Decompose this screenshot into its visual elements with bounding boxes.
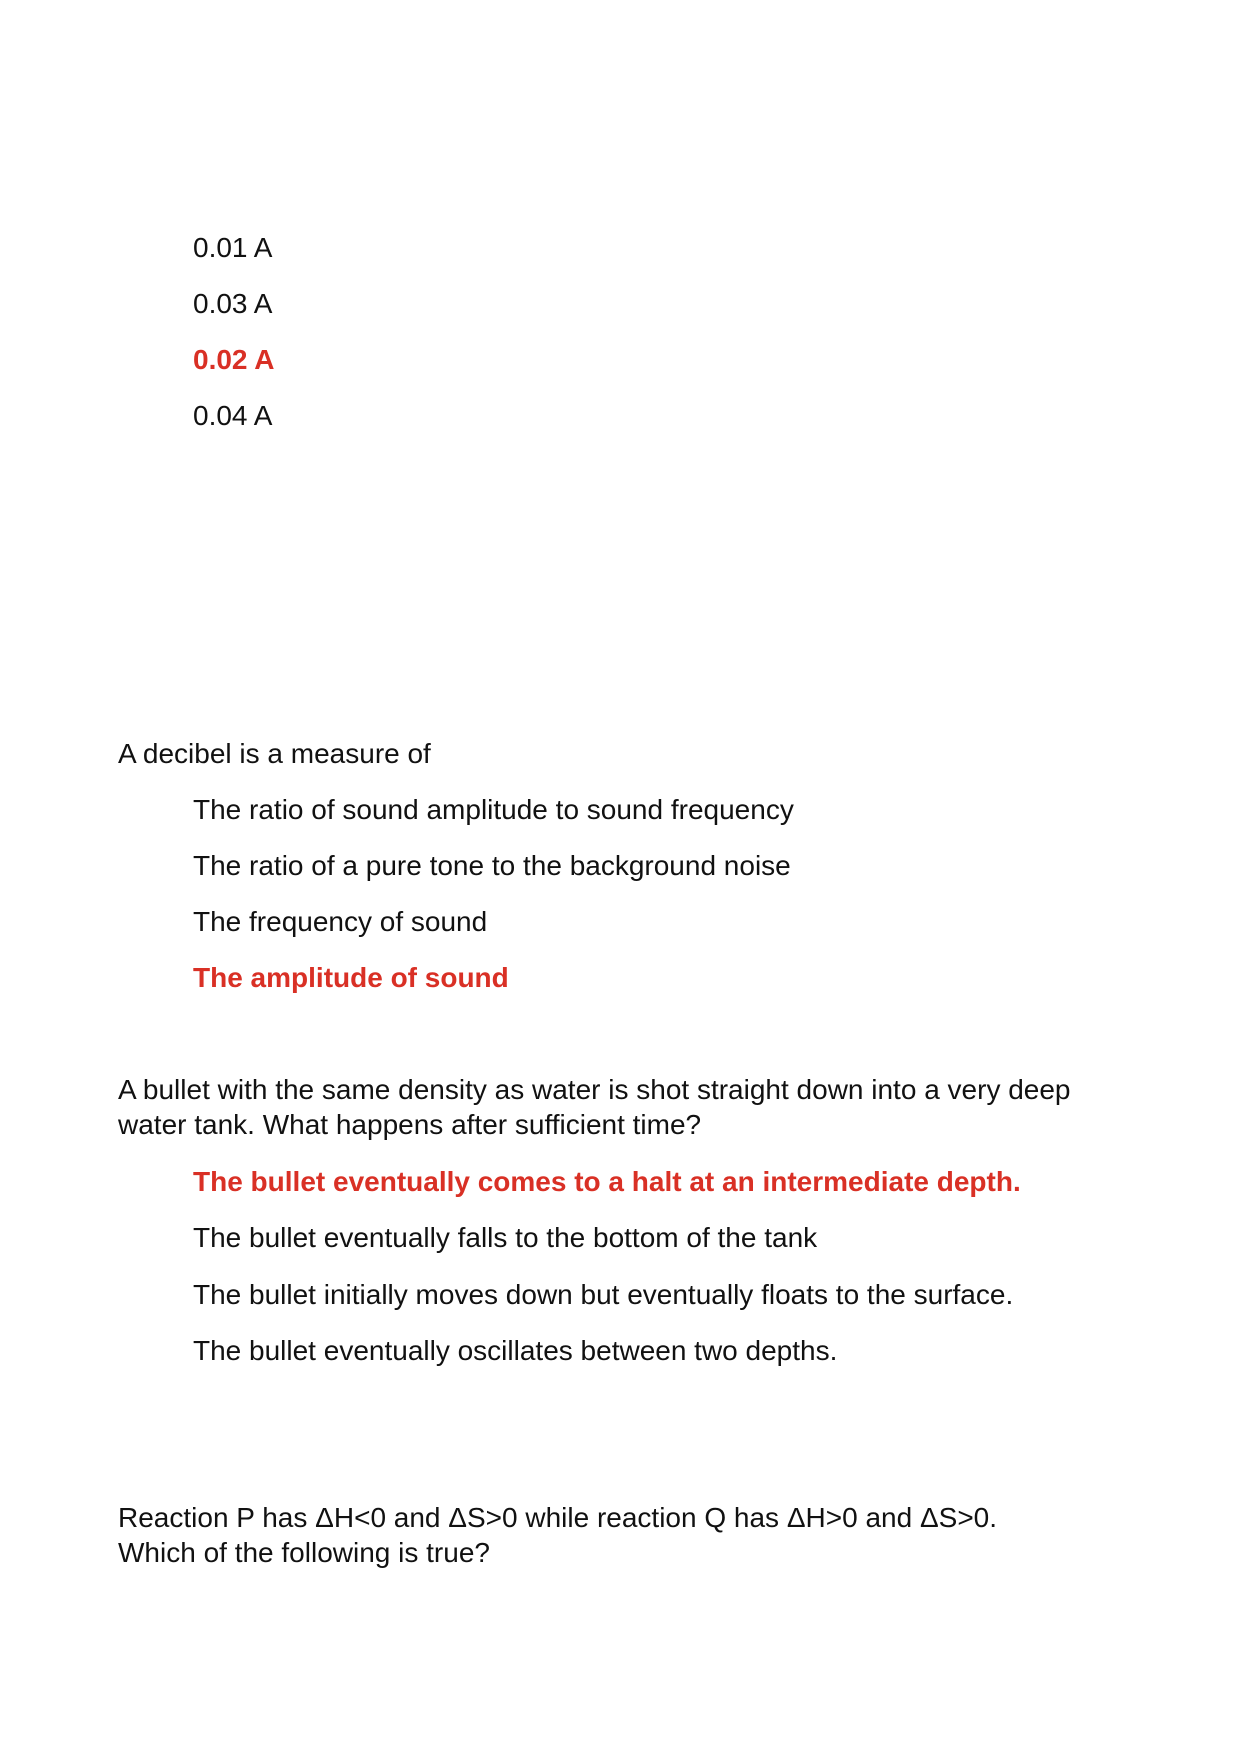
question-text-line: Reaction P has ΔH<0 and ΔS>0 while reaction Q has ΔH>0 and ΔS>0. [118,1502,998,1533]
answer-option: The ratio of sound amplitude to sound frequency [193,794,794,825]
correct-answer-option: 0.02 A [193,344,275,375]
answer-option: The ratio of a pure tone to the background noise [193,850,791,881]
answer-option: The frequency of sound [193,906,488,937]
question-text-line: Which of the following is true? [118,1537,490,1568]
correct-answer-option: The bullet eventually comes to a halt at an intermediate depth. [193,1166,1021,1197]
question-text-line: A bullet with the same density as water is shot straight down into a very deep [118,1074,1071,1105]
question-text: A decibel is a measure of [118,738,431,769]
answer-option: 0.04 A [193,400,273,431]
correct-answer-option: The amplitude of sound [193,962,509,993]
answer-option: The bullet initially moves down but eventually floats to the surface. [193,1279,1014,1310]
question-text-line: water tank. What happens after sufficient time? [118,1109,702,1140]
answer-option: The bullet eventually falls to the bottom of the tank [193,1222,818,1253]
answer-option: 0.03 A [193,288,273,319]
answer-option: The bullet eventually oscillates between two depths. [193,1335,838,1366]
answer-option: 0.01 A [193,232,273,263]
